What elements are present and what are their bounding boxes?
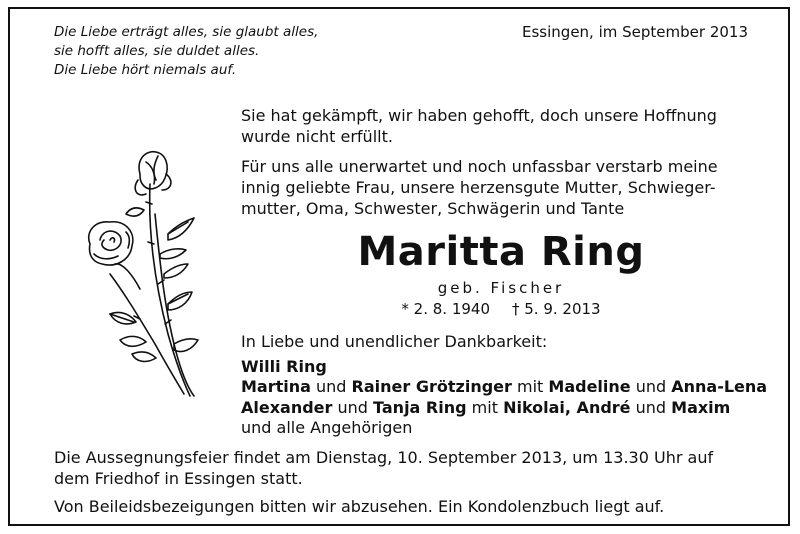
intro-line: innig geliebte Frau, unsere herzensgute Mutter, Schwieger- xyxy=(241,178,716,197)
mourners-line xyxy=(241,398,771,419)
service-info-line: Die Aussegnungsfeier findet am Dienstag, 10. September 2013, um 13.30 Uhr auf xyxy=(54,448,714,467)
footer-notes xyxy=(54,447,774,517)
intro-line: wurde nicht erfüllt. xyxy=(241,127,393,146)
deceased-name: Maritta Ring xyxy=(357,229,645,275)
connector-text: und xyxy=(630,397,672,417)
mourner-name: Tanja Ring xyxy=(373,397,467,417)
verse-line: Die Liebe hört niemals auf. xyxy=(54,62,237,78)
mourner-name: Martina xyxy=(241,377,311,396)
death-date: † 5. 9. 2013 xyxy=(512,300,601,318)
verse-line: Die Liebe erträgt alles, sie glaubt alles, xyxy=(54,24,319,40)
mourner-name: Madeline xyxy=(548,377,631,396)
mourners-line xyxy=(241,377,771,398)
maiden-name: geb. Fischer xyxy=(437,279,565,297)
place-and-date: Essingen, im September 2013 xyxy=(522,23,748,41)
verse-line: sie hofft alles, sie duldet alles. xyxy=(54,43,260,59)
connector-text: und xyxy=(332,397,374,417)
service-info-line: dem Friedhof in Essingen statt. xyxy=(54,469,303,488)
mourner-name: Nikolai, André xyxy=(503,397,631,417)
mourners-closing: und alle Angehörigen xyxy=(241,418,413,437)
intro-text xyxy=(241,105,761,219)
connector-text: und xyxy=(630,377,672,396)
mourner-name: Rainer Grötzinger xyxy=(351,377,512,396)
mourners-lead: In Liebe und unendlicher Dankbarkeit: xyxy=(241,332,548,351)
intro-line: Sie hat gekämpft, wir haben gehofft, doch unsere Hoffnung xyxy=(241,106,717,125)
connector-text: und xyxy=(310,377,352,396)
condolence-note: Von Beileidsbezeigungen bitten wir abzusehen. Ein Kondolenzbuch liegt auf. xyxy=(54,497,665,516)
life-dates xyxy=(241,299,761,320)
intro-line: mutter, Oma, Schwester, Schwägerin und Tante xyxy=(241,199,625,218)
mourner-name: Maxim xyxy=(671,397,731,417)
birth-date: * 2. 8. 1940 xyxy=(401,300,490,318)
rose-illustration-icon xyxy=(70,144,220,399)
intro-line: Für uns alle unerwartet und noch unfassbar verstarb meine xyxy=(241,157,718,176)
mourners-section xyxy=(241,332,771,439)
mourner-name: Anna-Lena xyxy=(671,377,768,396)
obituary-notice xyxy=(8,7,790,526)
connector-text: mit xyxy=(511,377,549,396)
mourner-name: Alexander xyxy=(241,397,333,417)
connector-text: mit xyxy=(466,397,504,417)
mourner-husband: Willi Ring xyxy=(241,356,327,376)
bible-verse xyxy=(54,23,318,80)
